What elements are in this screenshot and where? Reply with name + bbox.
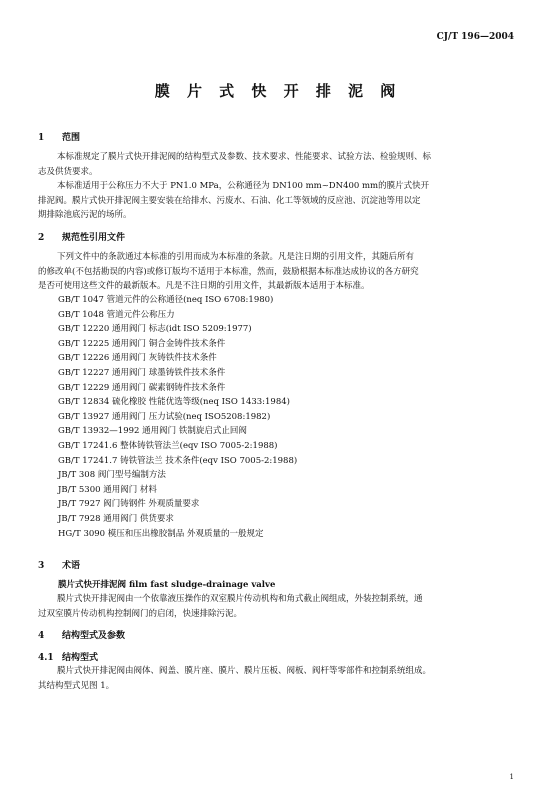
section-number: 4.1 xyxy=(38,653,54,663)
section-number: 3 xyxy=(38,561,45,571)
list-item: JB/T 308 阀门型号编制方法 xyxy=(58,470,166,481)
reference-list xyxy=(58,293,297,541)
text-line: 膜片式快开排泥阀由阀体、阀盖、膜片座、膜片、膜片压板、阀板、阀杆等零部件和控制系统组成。 xyxy=(57,666,432,676)
section-1-paragraph-1 xyxy=(38,150,516,179)
section-number: 1 xyxy=(38,133,45,143)
term-definition-title: 膜片式快开排泥阀 film fast sludge-drainage valve xyxy=(58,580,276,590)
section-2-paragraph-1 xyxy=(38,250,516,294)
text-line: 下列文件中的条款通过本标准的引用而成为本标准的条款。凡是注日期的引用文件，其随后所有 xyxy=(57,252,415,262)
section-number: 2 xyxy=(38,233,45,243)
section-title: 结构型式及参数 xyxy=(62,631,126,641)
list-item: GB/T 12226 通用阀门 灰铸铁件技术条件 xyxy=(58,353,217,364)
list-item: GB/T 12834 硫化橡胶 性能优选等级(neq ISO 1433:1984) xyxy=(58,397,290,408)
section-title: 规范性引用文件 xyxy=(62,233,126,243)
text-line: 本标准规定了膜片式快开排泥阀的结构型式及参数、技术要求、性能要求、试验方法、检验规则、标 xyxy=(57,152,432,162)
list-item: GB/T 17241.7 铸铁管法兰 技术条件(eqv ISO 7005-2:1988) xyxy=(58,455,298,466)
text-line: 的修改单(不包括勘误的内容)或修订版均不适用于本标准，然而，鼓励根据本标准达成协议的各方研究 xyxy=(38,266,419,277)
text-line: 其结构型式见图 1。 xyxy=(38,680,115,691)
page-title: 膜 片 式 快 开 排 泥 阀 xyxy=(154,82,402,100)
section-1-heading xyxy=(38,130,80,143)
section-title: 范围 xyxy=(62,133,81,143)
page-number: 1 xyxy=(509,773,514,781)
text-line: 是否可使用这些文件的最新版本。凡是不注日期的引用文件，其最新版本适用于本标准。 xyxy=(38,281,370,291)
list-item: GB/T 12220 通用阀门 标志(idt ISO 5209:1977) xyxy=(58,324,252,335)
section-4-1-heading xyxy=(38,650,98,663)
list-item: JB/T 5300 通用阀门 材料 xyxy=(58,484,157,495)
section-1-paragraph-2 xyxy=(38,179,516,223)
list-item: GB/T 1048 管道元件公称压力 xyxy=(58,309,175,320)
list-item: GB/T 12229 通用阀门 碳素钢铸件技术条件 xyxy=(58,382,226,393)
text-line: 本标准适用于公称压力不大于 PN1.0 MPa，公称通径为 DN100 mm~DN400 mm的膜片式快开 xyxy=(57,181,430,191)
section-number: 4 xyxy=(38,631,45,641)
section-3-heading xyxy=(38,558,80,571)
standard-code: CJ/T 196—2004 xyxy=(436,32,514,42)
list-item: GB/T 12227 通用阀门 球墨铸铁件技术条件 xyxy=(58,367,226,378)
section-title: 结构型式 xyxy=(62,653,99,663)
list-item: GB/T 13927 通用阀门 压力试验(neq ISO5208:1982) xyxy=(58,411,271,422)
section-3-paragraph-1 xyxy=(38,592,516,621)
list-item: GB/T 12225 通用阀门 铜合金铸件技术条件 xyxy=(58,338,226,349)
section-4-heading xyxy=(38,628,125,641)
list-item: GB/T 17241.6 整体铸铁管法兰(eqv ISO 7005-2:1988) xyxy=(58,440,278,451)
section-title: 术语 xyxy=(62,561,81,571)
list-item: HG/T 3090 模压和压出橡胶制品 外观质量的一般规定 xyxy=(58,528,264,539)
list-item: GB/T 1047 管道元件的公称通径(neq ISO 6708:1980) xyxy=(58,295,274,305)
text-line: 志及供货要求。 xyxy=(38,166,98,177)
text-line: 过双室膜片传动机构控制阀门的启闭，快速排除污泥。 xyxy=(38,608,243,619)
text-line: 膜片式快开排泥阀由一个依靠液压操作的双室膜片传动机构和角式截止阀组成，外装控制系统，通 xyxy=(57,594,423,604)
section-4-1-paragraph-1 xyxy=(38,664,516,693)
list-item: JB/T 7927 阀门铸钢件 外观质量要求 xyxy=(58,499,200,510)
list-item: GB/T 13932—1992 通用阀门 铁制旋启式止回阀 xyxy=(58,426,247,437)
list-item: JB/T 7928 通用阀门 供货要求 xyxy=(58,513,174,524)
text-line: 排泥阀。膜片式快开排泥阀主要安装在给排水、污废水、石油、化工等领域的反应池、沉淀池等用以定 xyxy=(38,195,421,206)
text-line: 期排除池底污泥的场所。 xyxy=(38,210,132,220)
section-2-heading xyxy=(38,230,125,243)
